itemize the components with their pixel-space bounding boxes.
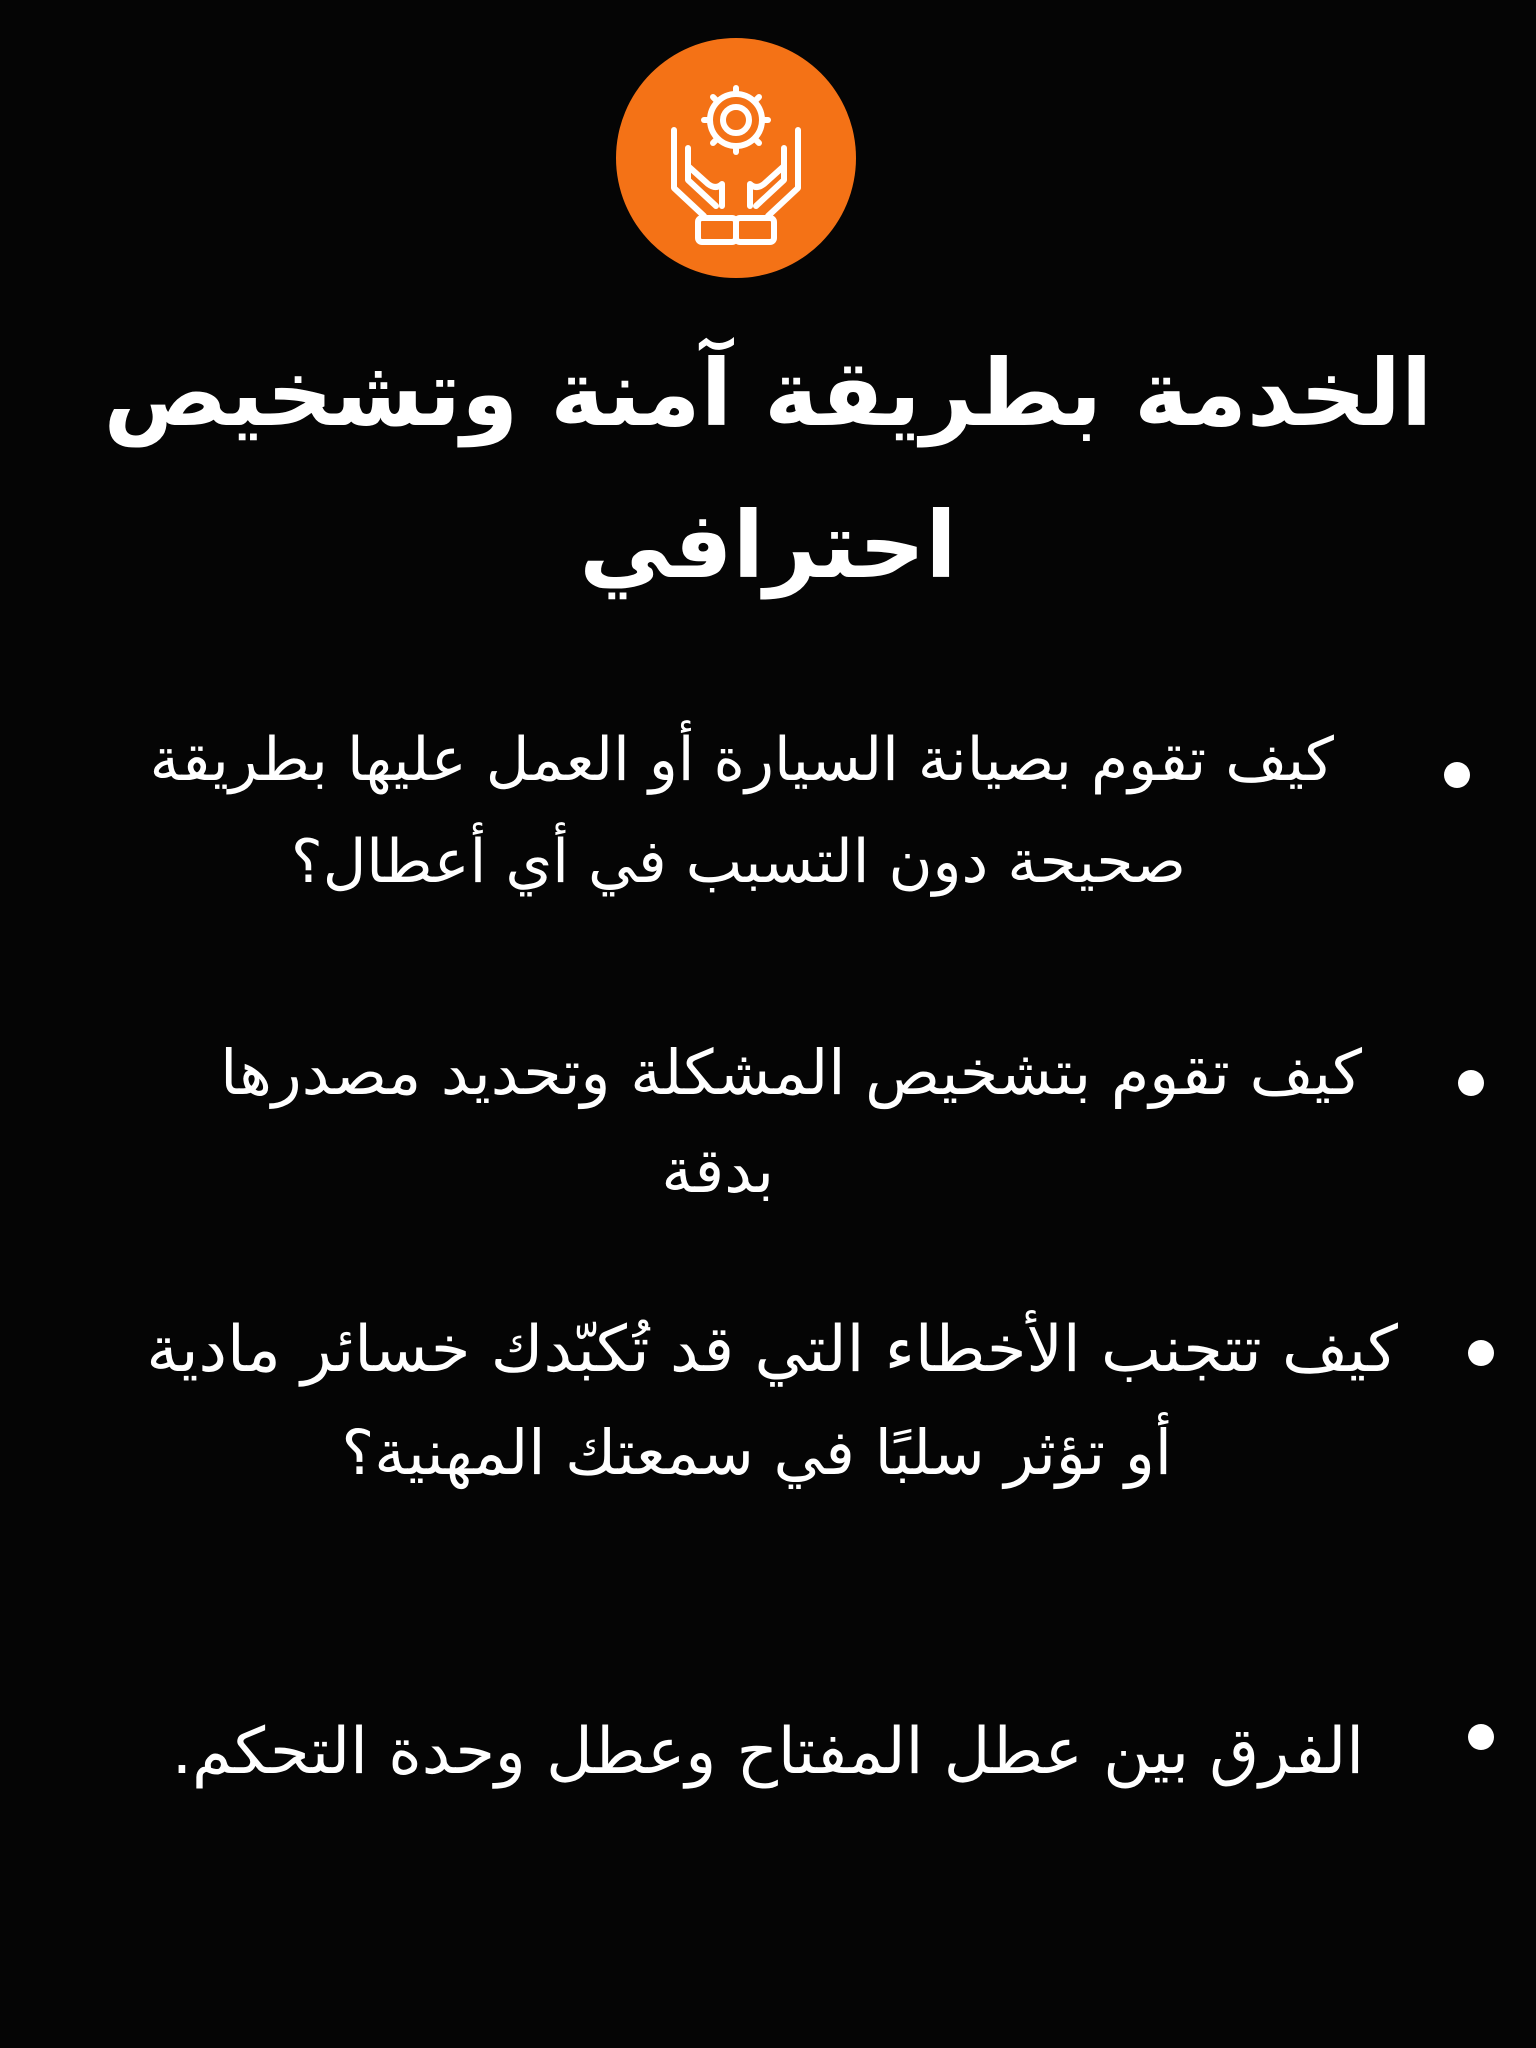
bullet-icon <box>1458 1070 1484 1096</box>
list-item-1-line2: صحيحة دون التسبب في أي أعطال؟ <box>290 827 1186 897</box>
hands-gear-icon <box>616 38 856 278</box>
bullet-icon <box>1468 1724 1494 1750</box>
service-icon-badge <box>616 38 856 278</box>
bullet-icon <box>1468 1340 1494 1366</box>
list-item-1-line1: كيف تقوم بصيانة السيارة أو العمل عليها بطريقة <box>149 725 1334 795</box>
list-item-2-line2: بدقة <box>661 1134 774 1207</box>
list-item-3-line1: كيف تتجنب الأخطاء التي قد تُكبّدك خسائر مادية <box>146 1313 1398 1387</box>
list-item-3-line2: أو تؤثر سلبًا في سمعتك المهنية؟ <box>341 1416 1172 1489</box>
list-item-2-line1: كيف تقوم بتشخيص المشكلة وتحديد مصدرها <box>220 1036 1362 1109</box>
page-title-line1: الخدمة بطريقة آمنة وتشخيص <box>103 340 1433 447</box>
page-title-line2: احترافي <box>579 492 957 599</box>
bullet-icon <box>1444 762 1470 788</box>
list-item-4-line1: الفرق بين عطل المفتاح وعطل وحدة التحكم. <box>171 1715 1364 1789</box>
